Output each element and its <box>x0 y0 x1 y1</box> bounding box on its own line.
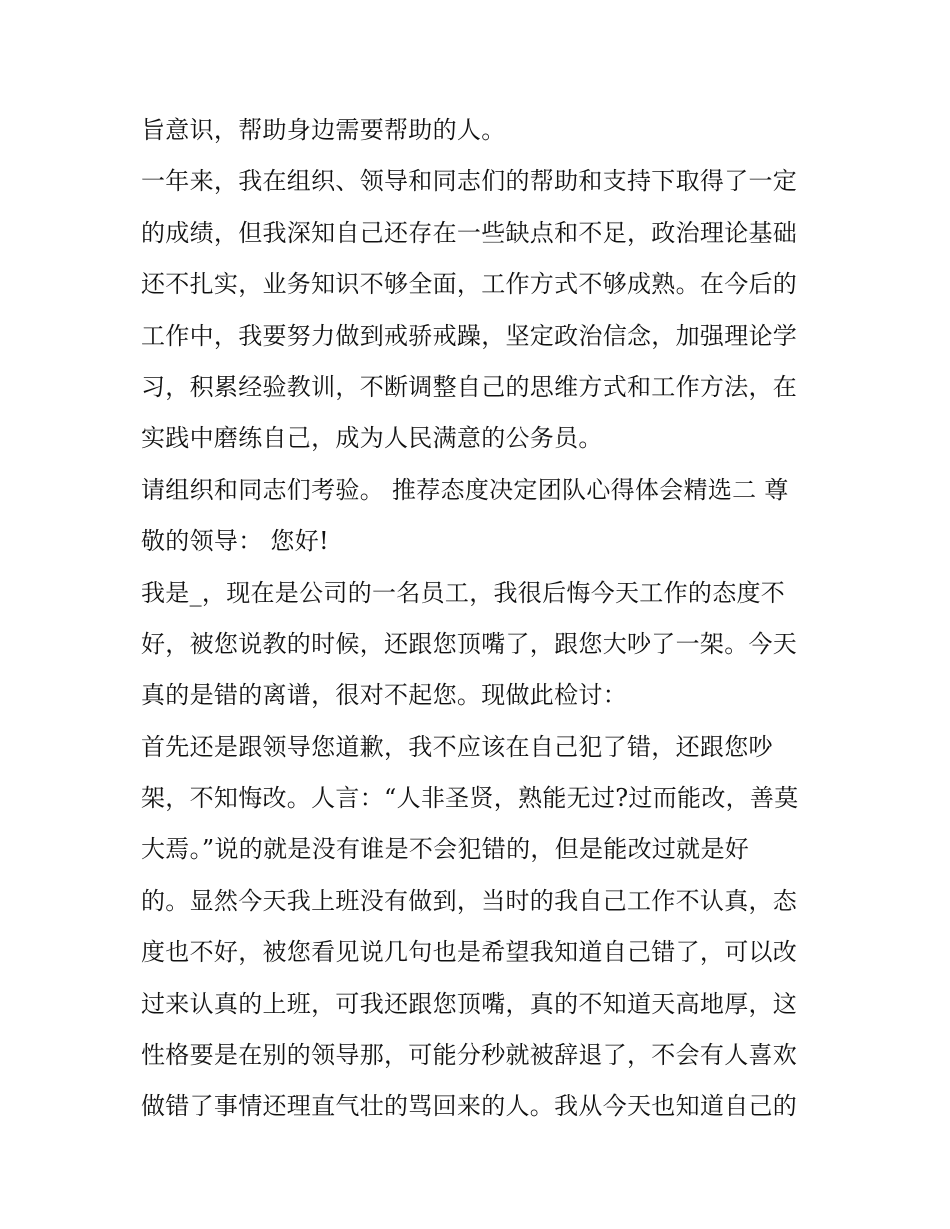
text-line: 实践中磨练自己，成为人民满意的公务员。 <box>141 424 603 453</box>
text-line: 我是_，现在是公司的一名员工，我很后悔今天工作的态度不 <box>141 578 786 607</box>
text-line: 性格要是在别的领导那，可能分秒就被辞退了，不会有人喜欢 <box>141 1041 798 1070</box>
text-line: 还不扎实，业务知识不够全面，工作方式不够成熟。在今后的 <box>141 270 798 299</box>
text-line: 旨意识，帮助身边需要帮助的人。 <box>141 116 506 144</box>
text-line: 工作中，我要努力做到戒骄戒躁，坚定政治信念，加强理论学 <box>141 321 798 350</box>
text-line: 一年来，我在组织、领导和同志们的帮助和支持下取得了一定 <box>141 167 798 196</box>
text-line: 真的是错的离谱，很对不起您。现做此检讨： <box>141 681 627 710</box>
text-line: 敬的领导： 您好! <box>141 527 329 556</box>
text-line: 习，积累经验教训，不断调整自己的思维方式和工作方法，在 <box>141 372 798 401</box>
text-line: 好，被您说教的时候，还跟您顶嘴了，跟您大吵了一架。今天 <box>141 629 798 658</box>
text-line: 做错了事情还理直气壮的骂回来的人。我从今天也知道自己的 <box>141 1092 798 1121</box>
text-line: 度也不好，被您看见说几句也是希望我知道自己错了，可以改 <box>141 938 798 967</box>
text-line: 首先还是跟领导您道歉，我不应该在自己犯了错，还跟您吵 <box>141 732 773 761</box>
text-line: 的成绩，但我深知自己还存在一些缺点和不足，政治理论基础 <box>141 218 798 247</box>
body-text <box>141 105 821 1133</box>
text-line: 大焉。”说的就是没有谁是不会犯错的，但是能改过就是好 <box>141 835 750 864</box>
text-line: 的。显然今天我上班没有做到，当时的我自己工作不认真，态 <box>141 886 798 915</box>
text-line: 过来认真的上班，可我还跟您顶嘴，真的不知道天高地厚，这 <box>141 989 798 1018</box>
text-line: 请组织和同志们考验。 推荐态度决定团队心得体会精选二 尊 <box>141 475 789 504</box>
text-line: 架，不知悔改。人言：“人非圣贤，熟能无过?过而能改，善莫 <box>141 784 799 813</box>
